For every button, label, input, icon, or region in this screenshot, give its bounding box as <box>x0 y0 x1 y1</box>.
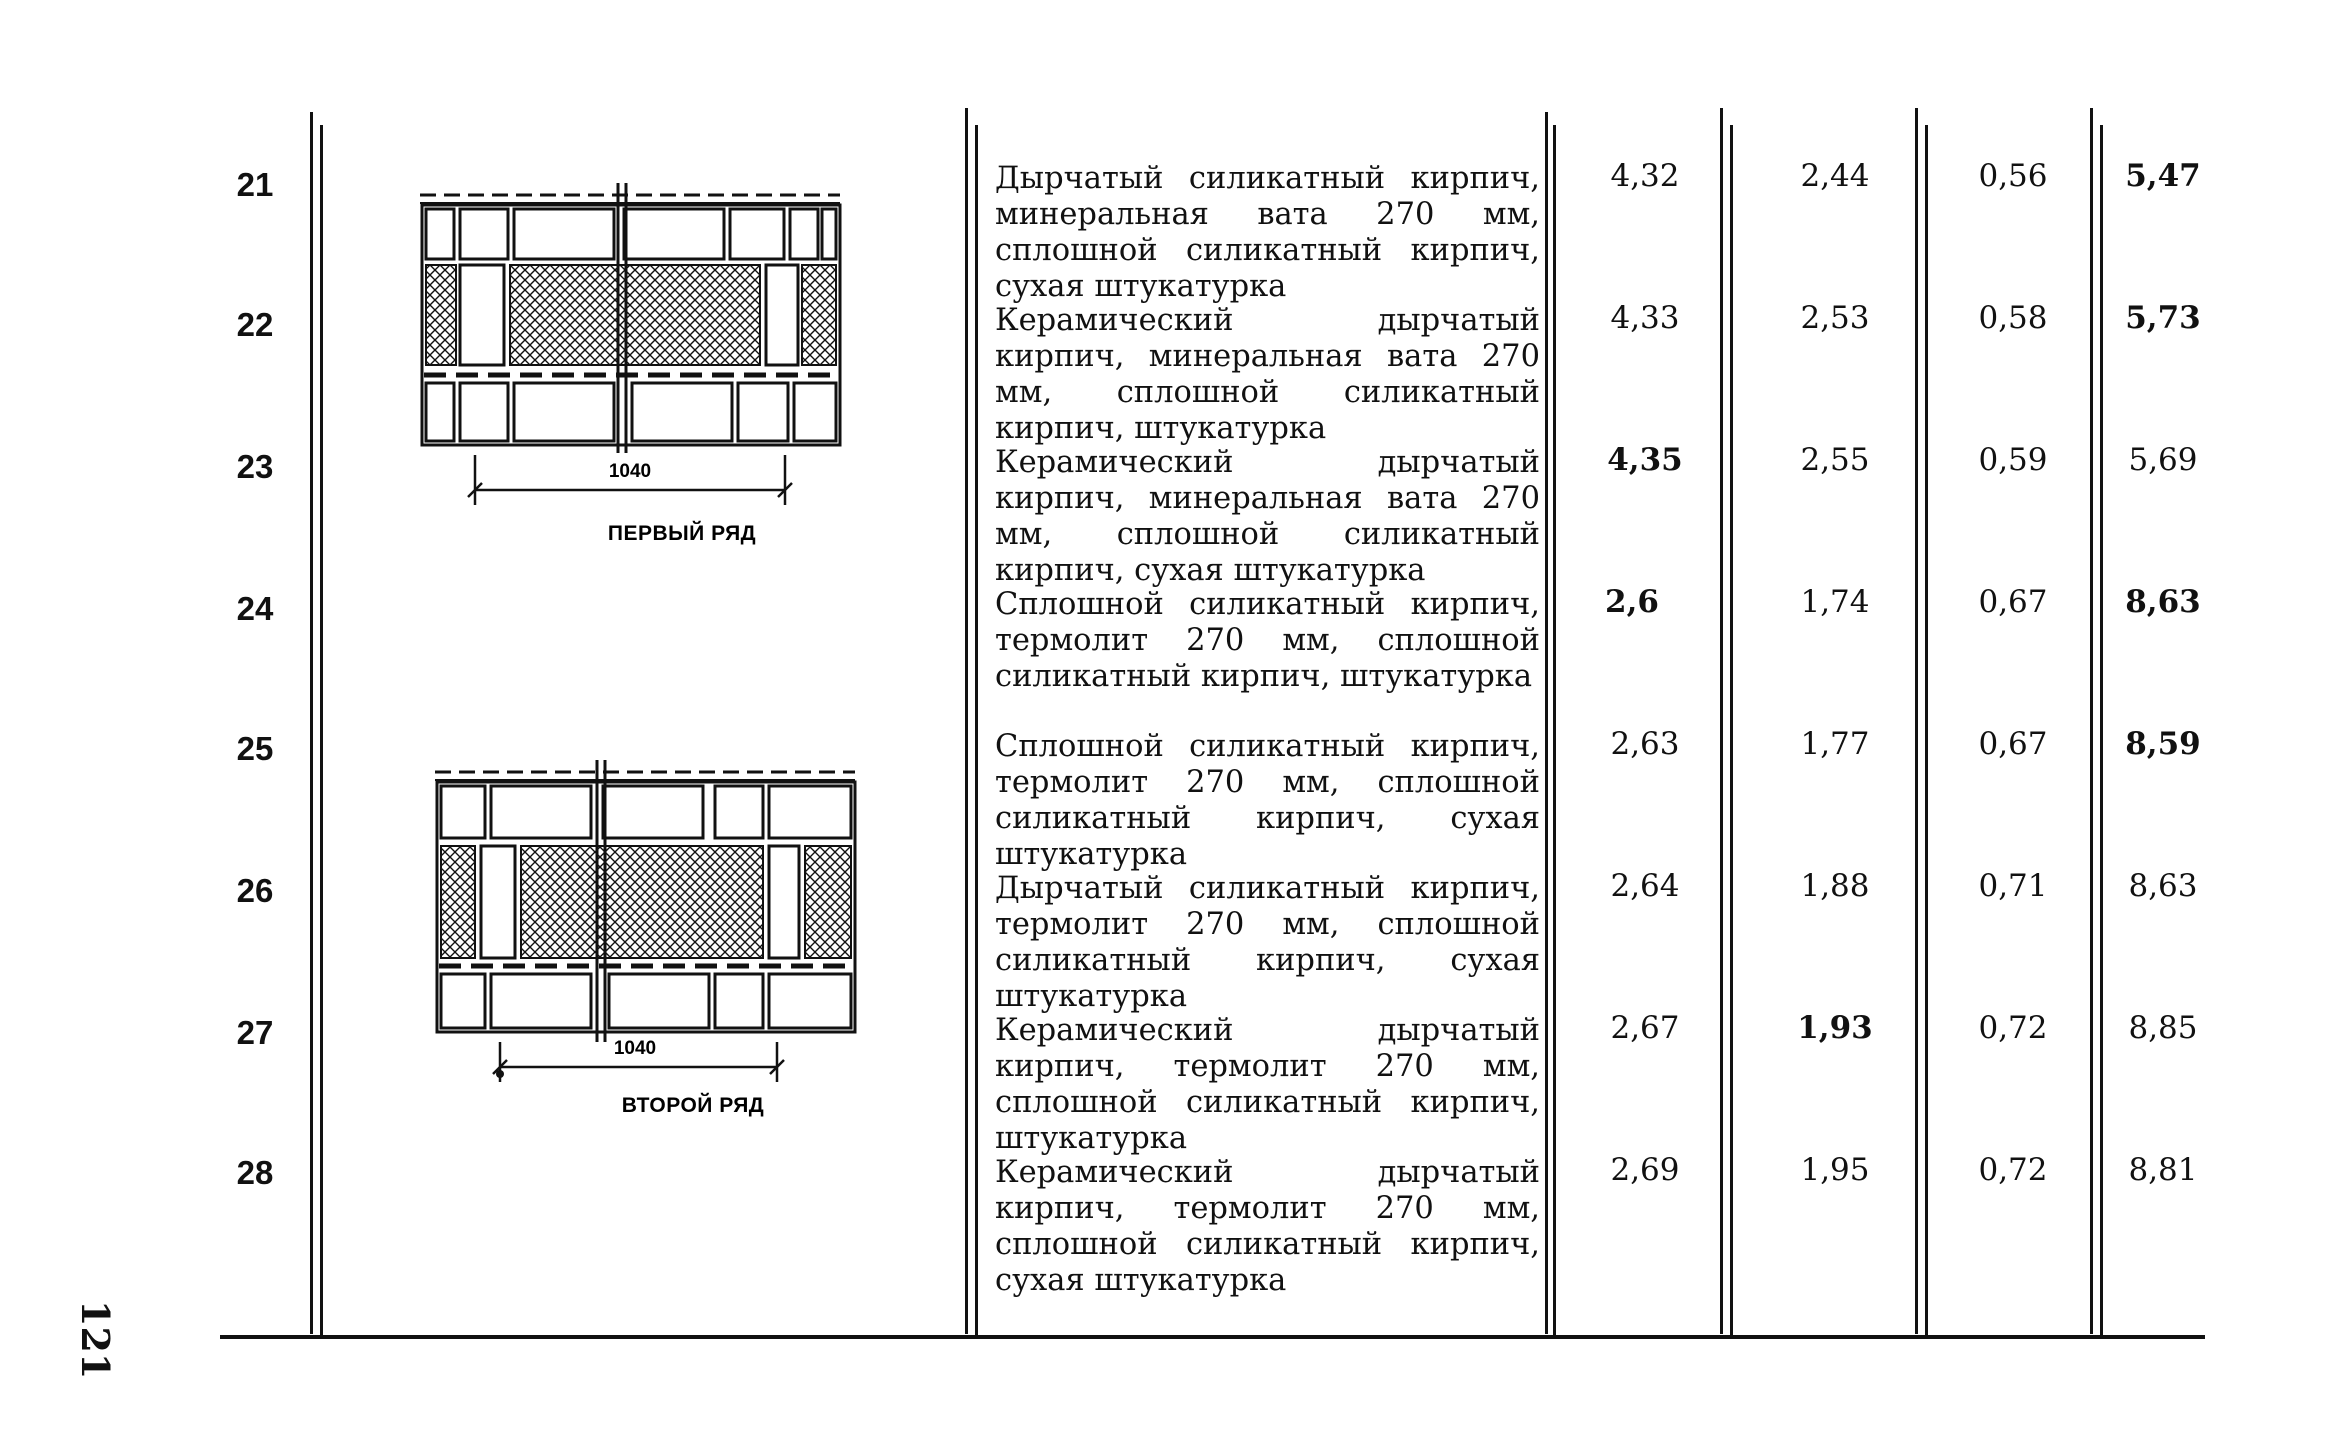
row-description: Дырчатый силикатный кирпич, термолит 270 мм, сплошной силикатный кирпич, сухая штукатурка <box>995 871 1540 1014</box>
value-col1: 2,67 <box>1610 1010 1680 1046</box>
value-col1: 4,35 <box>1607 442 1683 478</box>
value-col2: 1,88 <box>1800 868 1870 904</box>
column-rule-2 <box>320 125 323 1335</box>
column-rule-11 <box>2090 108 2093 1334</box>
row-number: 27 <box>236 1014 274 1051</box>
value-col4: 8,81 <box>2128 1152 2198 1188</box>
value-col4: 5,47 <box>2125 158 2201 194</box>
value-col4: 5,73 <box>2125 300 2201 336</box>
row-description: Дырчатый силикатный кирпич, минеральная вата 270 мм, сплошной силикатный кирпич, сухая штукатурка <box>995 161 1540 304</box>
value-col3: 0,72 <box>1978 1152 2048 1188</box>
value-col2: 2,53 <box>1800 300 1870 336</box>
wall-section-drawing-second-row <box>425 752 865 1132</box>
row-description: Керамический дырчатый кирпич, минеральная вата 270 мм, сплошной силикатный кирпич, сухая штукатурка <box>995 445 1540 588</box>
value-col3: 0,71 <box>1978 868 2048 904</box>
value-col1: 4,33 <box>1610 300 1680 336</box>
value-col4: 8,63 <box>2128 868 2198 904</box>
column-rule-7 <box>1720 108 1723 1334</box>
table-bottom-rule <box>220 1335 2205 1339</box>
row-number: 24 <box>236 590 274 627</box>
value-col4: 8,59 <box>2125 726 2201 762</box>
value-col2: 1,95 <box>1800 1152 1870 1188</box>
value-col1: 2,6 <box>1605 584 1659 620</box>
value-col1: 2,64 <box>1610 868 1680 904</box>
value-col3: 0,72 <box>1978 1010 2048 1046</box>
column-rule-5 <box>1545 112 1548 1334</box>
value-col1: 2,63 <box>1610 726 1680 762</box>
row-number: 21 <box>236 166 274 203</box>
row-description: Керамический дырчатый кирпич, термолит 270 мм, сплошной силикатный кирпич, штукатурка <box>995 1013 1540 1156</box>
row-description: Сплошной силикатный кирпич, термолит 270 мм, сплошной силикатный кирпич, сухая штукатурка <box>995 729 1540 872</box>
drawing-caption: ПЕРВЫЙ РЯД <box>607 522 757 545</box>
column-rule-1 <box>310 112 313 1334</box>
value-col3: 0,67 <box>1978 726 2048 762</box>
value-col2: 1,77 <box>1800 726 1870 762</box>
column-rule-9 <box>1915 108 1918 1334</box>
value-col2: 1,74 <box>1800 584 1870 620</box>
row-number: 26 <box>236 872 274 909</box>
row-description: Сплошной силикатный кирпич, термолит 270 мм, сплошной силикатный кирпич, штукатурка <box>995 587 1540 694</box>
value-col4: 8,63 <box>2125 584 2201 620</box>
page-number: 121 <box>73 1300 118 1380</box>
row-number: 25 <box>236 730 274 767</box>
value-col2: 1,93 <box>1797 1010 1873 1046</box>
row-number: 22 <box>236 306 274 343</box>
dimension-label: 1040 <box>608 461 652 482</box>
value-col3: 0,56 <box>1978 158 2048 194</box>
value-col3: 0,67 <box>1978 584 2048 620</box>
value-col4: 8,85 <box>2128 1010 2198 1046</box>
row-number: 23 <box>236 448 274 485</box>
value-col4: 5,69 <box>2128 442 2198 478</box>
value-col2: 2,55 <box>1800 442 1870 478</box>
value-col3: 0,58 <box>1978 300 2048 336</box>
column-rule-4 <box>975 125 978 1335</box>
column-rule-10 <box>1925 125 1928 1335</box>
value-col3: 0,59 <box>1978 442 2048 478</box>
column-rule-6 <box>1553 125 1556 1335</box>
drawing-caption: ВТОРОЙ РЯД <box>621 1094 765 1117</box>
row-number: 28 <box>236 1154 274 1191</box>
value-col1: 2,69 <box>1610 1152 1680 1188</box>
column-rule-3 <box>965 108 968 1334</box>
value-col2: 2,44 <box>1800 158 1870 194</box>
dimension-label: 1040 <box>613 1038 657 1059</box>
column-rule-8 <box>1730 125 1733 1335</box>
value-col1: 4,32 <box>1610 158 1680 194</box>
row-description: Керамический дырчатый кирпич, термолит 270 мм, сплошной силикатный кирпич, сухая штукатурка <box>995 1155 1540 1298</box>
row-description: Керамический дырчатый кирпич, минеральная вата 270 мм, сплошной силикатный кирпич, штукатурка <box>995 303 1540 446</box>
wall-section-drawing-first-row <box>410 175 850 555</box>
